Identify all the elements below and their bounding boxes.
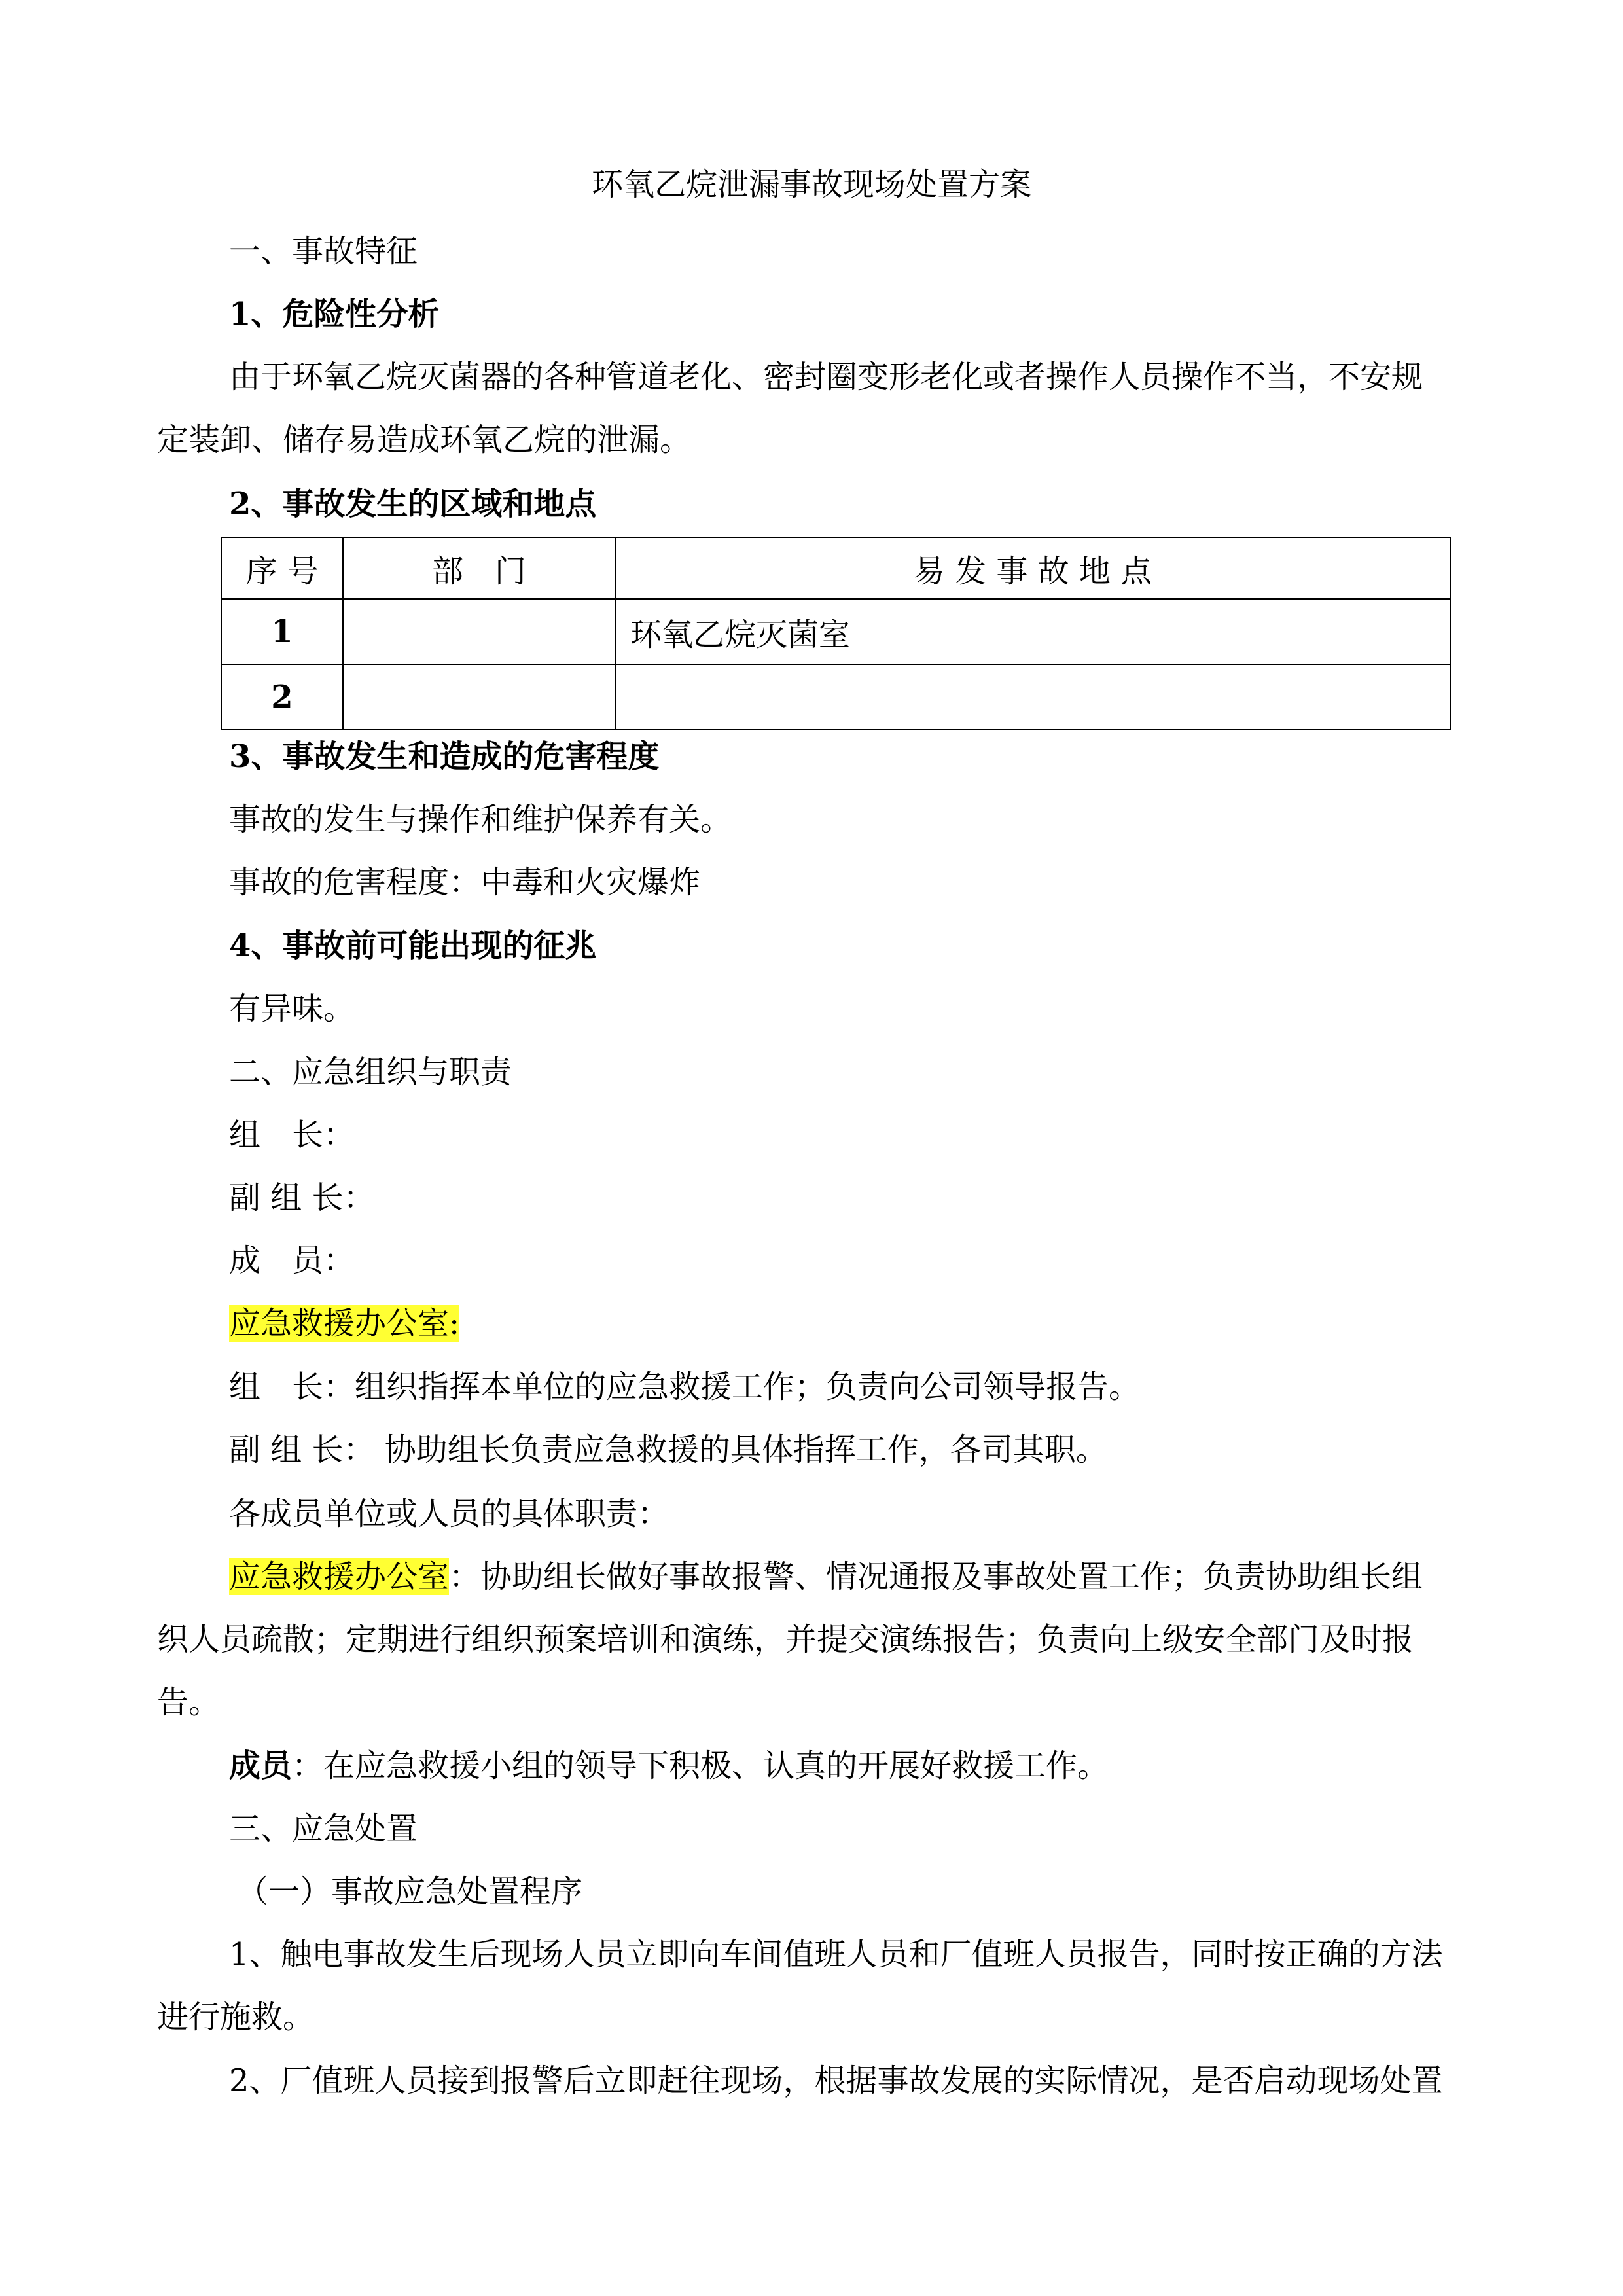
member-line: 成 员：	[229, 1242, 355, 1279]
step1-line2: 进行施救。	[157, 1999, 315, 2036]
vice-leader-duty-line: 副 组 长： 协助组长负责应急救援的具体指挥工作，各司其职。	[229, 1431, 1107, 1468]
paragraph-warning-signs: 有异味。	[229, 990, 355, 1027]
member-duties-heading: 各成员单位或人员的具体职责：	[229, 1496, 669, 1532]
row-number: 1	[221, 599, 343, 664]
row-number: 2	[221, 664, 343, 730]
subheading-harm-degree: 3、事故发生和造成的危害程度	[229, 738, 660, 775]
leader-duty-line: 组 长：组织指挥本单位的应急救援工作；负责向公司领导报告。	[229, 1369, 1141, 1405]
section-heading-1: 一、事故特征	[229, 233, 418, 270]
header-cell-department: 部 门	[343, 537, 615, 599]
subsection-procedure: （一）事故应急处置程序	[237, 1873, 583, 1910]
table-header-row	[221, 537, 1450, 599]
section-heading-3: 三、应急处置	[229, 1810, 418, 1847]
leader-line: 组 长：	[229, 1117, 355, 1153]
office-duty-line3: 告。	[157, 1684, 221, 1721]
member-label: 成员	[229, 1748, 293, 1784]
office-duty-line1	[229, 1556, 1423, 1598]
header-cell-number: 序 号	[221, 537, 343, 599]
table-row	[221, 664, 1450, 730]
office-duty-text: ：协助组长做好事故报警、情况通报及事故处置工作；负责协助组长组	[449, 1558, 1423, 1595]
paragraph-hazard-line2: 定装卸、储存易造成环氧乙烷的泄漏。	[157, 422, 692, 458]
step1-line1: 1、触电事故发生后现场人员立即向车间值班人员和厂值班人员报告，同时按正确的方法	[229, 1936, 1443, 1973]
step2-line1: 2、厂值班人员接到报警后立即赶往现场，根据事故发展的实际情况，是否启动现场处置	[229, 2062, 1443, 2099]
vice-leader-line: 副 组 长：	[229, 1179, 375, 1216]
paragraph-harm-cause: 事故的发生与操作和维护保养有关。	[229, 801, 732, 838]
subheading-warning-signs: 4、事故前可能出现的征兆	[229, 927, 597, 964]
document-title: 环氧乙烷泄漏事故现场处置方案	[591, 166, 1031, 203]
office-duty-line2: 织人员疏散；定期进行组织预案培训和演练，并提交演练报告；负责向上级安全部门及时报	[157, 1621, 1414, 1658]
row-location	[615, 664, 1450, 730]
highlighted-office-label: 应急救援办公室:	[229, 1305, 460, 1342]
table-row	[221, 599, 1450, 664]
subheading-area-location: 2、事故发生的区域和地点	[229, 486, 597, 522]
header-cell-location: 易 发 事 故 地 点	[615, 537, 1450, 599]
paragraph-hazard-line1: 由于环氧乙烷灭菌器的各种管道老化、密封圈变形老化或者操作人员操作不当，不安规	[229, 359, 1423, 395]
emergency-office-line	[229, 1302, 459, 1344]
location-table	[221, 537, 1451, 730]
member-duty-text: ：在应急救援小组的领导下积极、认真的开展好救援工作。	[292, 1748, 1109, 1784]
row-location: 环氧乙烷灭菌室	[615, 599, 1450, 664]
member-duty-line	[229, 1745, 1109, 1787]
row-department	[343, 664, 615, 730]
highlighted-office-label: 应急救援办公室	[229, 1558, 450, 1595]
subheading-hazard-analysis: 1、危险性分析	[229, 296, 440, 332]
row-department	[343, 599, 615, 664]
paragraph-harm-degree: 事故的危害程度：中毒和火灾爆炸	[229, 864, 701, 901]
section-heading-2: 二、应急组织与职责	[229, 1054, 512, 1090]
